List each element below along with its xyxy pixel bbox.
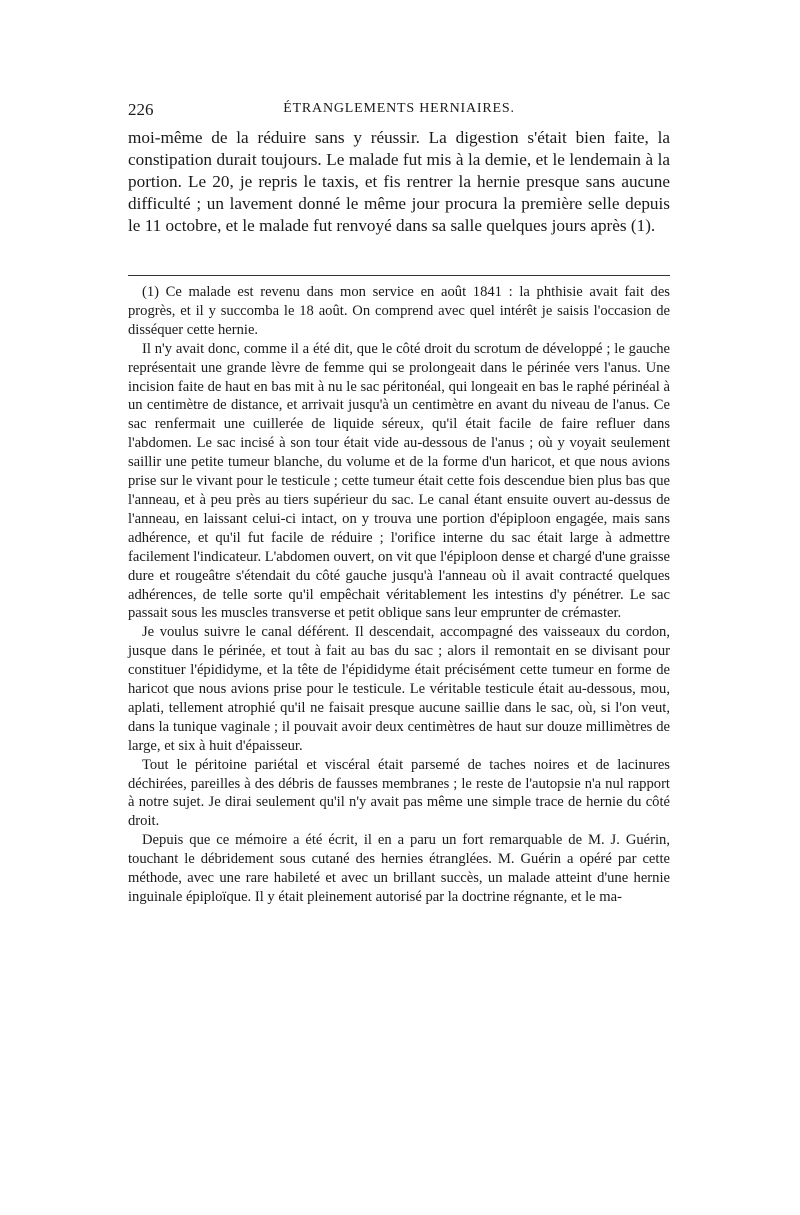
page-header bbox=[128, 100, 670, 126]
footnote bbox=[128, 283, 670, 907]
footnote-paragraph: Il n'y avait donc, comme il a été dit, que le côté droit du scrotum de développé ; le gauche représentait une grande lèvre de femme qui se prolongeait dans le périnée vers l'anus. Une incision faite de haut en bas mit à nu le sac péritonéal, qui longeait en bas le raphé périnéal à un centimètre de distance, et arrivait jusqu'à un centimètre en avant du niveau de l'anus. Ce sac renfermait une cuillerée de liquide séreux, qu'il était facile de faire refluer dans l'abdomen. Le sac incisé à son tour était vide au-dessous de l'anus ; où y voyait seulement saillir une petite tumeur blanche, du volume et de la forme d'un haricot, et que nous avions prise sur le vivant pour le testicule ; cette tumeur était cette fois descendue bien plus bas que l'anneau, et à peu près au tiers supérieur du sac. Le canal étant ensuite ouvert au-dessus de l'anneau, en laissant celui-ci intact, on y trouva une portion d'épiploon engagée, mais sans adhérence, et qu'il fut facile de réduire ; l'orifice interne du sac était large à admettre facilement l'indicateur. L'abdomen ouvert, on vit que l'épiploon dense et chargé d'une graisse dure et rougeâtre s'étendait du côté gauche jusqu'à l'anneau où il avait contracté quelques adhérences, de telle sorte qu'il empêchait véritablement les intestins d'y pénétrer. Le sac passait sous les muscles transverse et petit oblique sans leur emprunter de crémaster. bbox=[128, 340, 670, 622]
footnote-paragraph: Je voulus suivre le canal déférent. Il descendait, accompagné des vaisseaux du cordon, jusque dans le périnée, et tout à fait au bas du sac ; alors il remontait en se divisant pour constituer l'épididyme, et la tête de l'épididyme était précisément cette tumeur en forme de haricot que nous avions prise pour le testicule. Le véritable testicule était au-dessous, mou, aplati, tellement atrophié qu'il ne faisait presque aucune saillie dans le sac, où, si l'on veut, dans la tunique vaginale ; il pouvait avoir deux centimètres de haut sur douze millimètres de large, et six à huit d'épaisseur. bbox=[128, 624, 670, 754]
main-paragraph: moi-même de la réduire sans y réussir. La digestion s'était bien faite, la constipation durait toujours. Le malade fut mis à la demie, et le lendemain à la portion. Le 20, je repris le taxis, et fis rentrer la hernie presque sans aucune difficulté ; un lavement donné le même jour procura la première selle depuis le 11 octobre, et le malade fut renvoyé dans sa salle quelques jours après (1). bbox=[128, 128, 670, 235]
footnote-separator bbox=[128, 275, 670, 276]
footnote-paragraph: (1) Ce malade est revenu dans mon service en août 1841 : la phthisie avait fait des progrès, et il y succomba le 18 août. On comprend avec quel intérêt je saisis l'occasion de disséquer cette hernie. bbox=[128, 284, 670, 338]
running-title: ÉTRANGLEMENTS HERNIAIRES. bbox=[283, 101, 515, 116]
footnote-paragraph: Depuis que ce mémoire a été écrit, il en a paru un fort remarquable de M. J. Guérin, touchant le débridement sous cutané des hernies étranglées. M. Guérin a opéré par cette méthode, avec une rare habileté et avec un brillant succès, un malade atteint d'une hernie inguinale épiploïque. Il y était pleinement autorisé par la doctrine régnante, et le ma- bbox=[128, 832, 670, 905]
footnote-paragraph: Tout le péritoine pariétal et viscéral était parsemé de taches noires et de lacinures déchirées, pareilles à des débris de fausses membranes ; le reste de l'autopsie n'a nul rapport à notre sujet. Je dirai seulement qu'il n'y avait pas même une simple trace de hernie du côté droit. bbox=[128, 756, 670, 830]
page-number: 226 bbox=[128, 100, 154, 119]
